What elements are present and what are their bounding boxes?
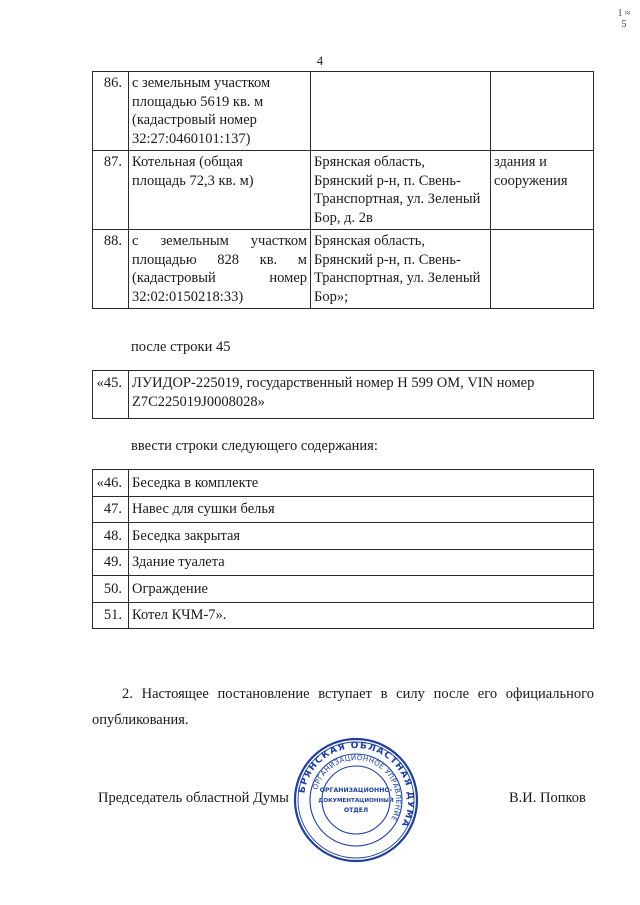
- decree-line: опубликования.: [92, 712, 189, 728]
- row-number: 88.: [93, 230, 129, 309]
- enter-rows-text: ввести строки следующего содержания:: [131, 438, 378, 454]
- item-name: Навес для сушки белья: [129, 496, 594, 523]
- property-category: [491, 72, 594, 151]
- vehicle-table: [92, 370, 594, 419]
- stamp-inner-text: ОРГАНИЗАЦИОННОЕ УПРАВЛЕНИЕ: [311, 753, 403, 823]
- desc-line: с земельным участком: [132, 75, 271, 91]
- property-table-continued: [92, 71, 594, 309]
- table-row: [93, 602, 594, 629]
- desc-line: площадью 828 кв. м: [132, 251, 307, 268]
- address-line: Транспортная, ул. Зеленый: [314, 270, 481, 286]
- table-row: [93, 371, 594, 419]
- stamp-center-line: ОТДЕЛ: [343, 807, 369, 814]
- desc-line: (кадастровый номер: [132, 112, 257, 128]
- address-line: Брянский р-н, п. Свень-: [314, 172, 461, 189]
- decree-line: 2. Настоящее постановление вступает в силу после его официального: [122, 686, 594, 702]
- property-description: [129, 230, 311, 309]
- table-row: [93, 549, 594, 576]
- desc-line: площадь 72,3 кв. м): [132, 172, 254, 189]
- table-row: [93, 230, 594, 309]
- desc-line: с земельным участком: [132, 233, 307, 249]
- item-name: Котел КЧМ-7».: [129, 602, 594, 629]
- property-address: [311, 72, 491, 151]
- address-line: Брянский р-н, п. Свень-: [314, 251, 461, 268]
- row-number: «46.: [93, 470, 129, 497]
- page-number: 4: [316, 54, 324, 68]
- desc-line: Котельная (общая: [132, 154, 243, 170]
- property-category: [491, 151, 594, 230]
- official-stamp: [293, 737, 419, 863]
- property-address: [311, 151, 491, 230]
- table-row: [93, 151, 594, 230]
- item-name: Беседка закрытая: [129, 523, 594, 550]
- address-line: Транспортная, ул. Зеленый: [314, 191, 481, 207]
- row-number: 49.: [93, 549, 129, 576]
- property-category: [491, 230, 594, 309]
- address-line: Брянская область,: [314, 154, 425, 170]
- row-number: 87.: [93, 151, 129, 230]
- row-number: 51.: [93, 602, 129, 629]
- vehicle-description: [129, 371, 594, 419]
- property-description: [129, 72, 311, 151]
- decree-paragraph: [92, 681, 594, 733]
- category-line: сооружения: [494, 172, 568, 189]
- row-number: 47.: [93, 496, 129, 523]
- address-line: Бор, д. 2в: [314, 209, 373, 226]
- category-line: здания и: [494, 154, 547, 170]
- row-number: 50.: [93, 576, 129, 603]
- stamp-center-line: ОРГАНИЗАЦИОННО-: [319, 787, 393, 794]
- address-line: Брянская область,: [314, 233, 425, 249]
- property-address: [311, 230, 491, 309]
- row-number: 48.: [93, 523, 129, 550]
- desc-line: (кадастровый номер: [132, 270, 307, 286]
- table-row: [93, 72, 594, 151]
- stamp-outer-text: БРЯНСКАЯ ОБЛАСТНАЯ ДУМА: [297, 740, 416, 830]
- row-number: «45.: [93, 371, 129, 419]
- after-row-text: после строки 45: [131, 339, 231, 355]
- new-rows-table: [92, 469, 594, 629]
- desc-line: площадью 5619 кв. м: [132, 93, 264, 110]
- table-row: [93, 576, 594, 603]
- table-row: [93, 496, 594, 523]
- vehicle-line: Z7C225019J0008028»: [132, 393, 265, 410]
- desc-line: 32:27:0460101:137): [132, 130, 251, 147]
- item-name: Здание туалета: [129, 549, 594, 576]
- signatory-name: В.И. Попков: [509, 790, 586, 806]
- item-name: Ограждение: [129, 576, 594, 603]
- table-row: [93, 523, 594, 550]
- vehicle-line: ЛУИДОР-225019, государственный номер Н 599 ОМ, VIN номер: [132, 375, 535, 391]
- table-row: [93, 470, 594, 497]
- address-line: Бор»;: [314, 288, 349, 305]
- corner-mark: 1 ≈ 5: [617, 8, 631, 30]
- item-name: Беседка в комплекте: [129, 470, 594, 497]
- property-description: [129, 151, 311, 230]
- desc-line: 32:02:0150218:33): [132, 288, 244, 305]
- stamp-center-line: ДОКУМЕНТАЦИОННЫЙ: [318, 798, 394, 804]
- signatory-title: Председатель областной Думы: [98, 790, 289, 806]
- row-number: 86.: [93, 72, 129, 151]
